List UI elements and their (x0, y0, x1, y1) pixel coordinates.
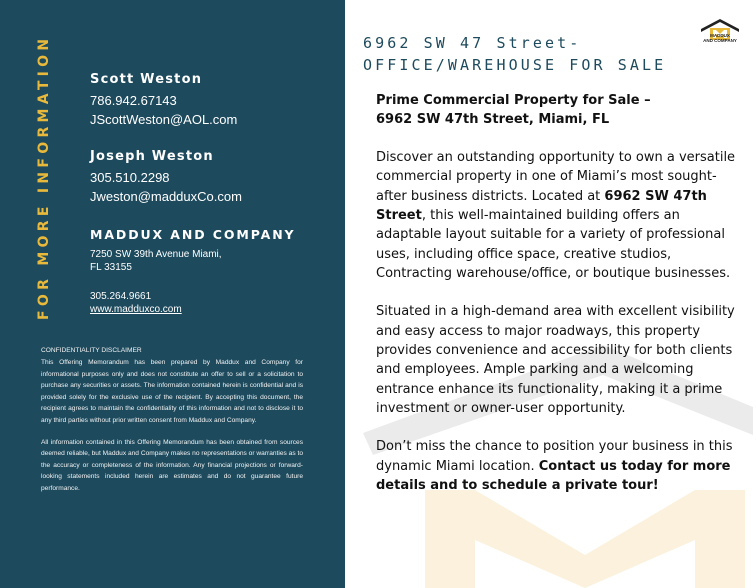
paragraph-text: , this well-maintained building offers an adaptable layout suitable for a variety of professional uses, including office space, creative studios, Contracting warehouse/office, or boutique businesses. (376, 208, 731, 282)
headline-line1: 6962 SW 47 Street- (363, 34, 582, 52)
contact-scott-weston (90, 72, 237, 129)
contact-sidebar (0, 0, 345, 588)
confidentiality-disclaimer (41, 346, 303, 495)
paragraph-text: Don’t miss the chance to position your business in this dynamic Miami location. (376, 439, 733, 474)
property-address-bold: 6962 SW 47th Street (376, 188, 707, 224)
listing-title-line2: 6962 SW 47th Street, Miami, FL (376, 112, 610, 128)
for-more-information-label: FOR MORE INFORMATION (36, 34, 52, 320)
company-address-line1: 7250 SW 39th Avenue Miami, (90, 249, 222, 260)
company-website-link[interactable]: www.madduxco.com (90, 304, 182, 315)
listing-headline (363, 32, 666, 76)
description-paragraph-1 (376, 148, 738, 284)
logo-text-line2: AND COMPANY (703, 38, 737, 43)
contact-name: Scott Weston (90, 72, 203, 87)
paragraph-text: Discover an outstanding opportunity to own a versatile commercial property in one of Miami’s most sought-after business districts. Located at (376, 149, 736, 204)
contact-phone[interactable]: 305.510.2298 (90, 170, 170, 185)
listing-title (376, 91, 738, 130)
company-phone[interactable]: 305.264.9661 (90, 291, 152, 302)
company-info (90, 227, 296, 316)
disclaimer-title: CONFIDENTIALITY DISCLAIMER (41, 347, 142, 354)
listing-title-line1: Prime Commercial Property for Sale – (376, 93, 651, 108)
contact-name: Joseph Weston (90, 149, 214, 164)
disclaimer-paragraph: All information contained in this Offering Memorandum has been obtained from sources deemed reliable, but Maddux and Company makes no representations or warranties as to the accuracy or completeness of the information. Any financial projections or forward-looking statements included herein are estimates and do not guarantee future performance. (41, 438, 303, 492)
listing-description (376, 91, 738, 495)
contact-phone[interactable]: 786.942.67143 (90, 93, 177, 108)
disclaimer-paragraph: This Offering Memorandum has been prepared by Maddux and Company for informational purposes only and does not constitute an offer to sell or a solicitation to purchase any securities or assets. The information contained herein is confidential and is provided solely for the exclusive use of the recipient. By accepting this document, the recipient agrees to maintain the confidentiality of this information and not to disclose it to any third parties without prior written consent from Maddux and Company. (41, 359, 303, 424)
company-name: MADDUX AND COMPANY (90, 227, 296, 242)
contact-email[interactable]: Jweston@madduxCo.com (90, 189, 242, 204)
contact-email[interactable]: JScottWeston@AOL.com (90, 112, 238, 127)
headline-line2: OFFICE/WAREHOUSE FOR SALE (363, 56, 667, 74)
description-paragraph-2: Situated in a high-demand area with excellent visibility and easy access to major roadways, this property provides convenience and accessibility for both clients and employees. Ample parking and a welcoming entrance enhance its functionality, making it a prime investment or owner-user opportunity. (376, 304, 735, 417)
description-paragraph-3 (376, 437, 738, 495)
listing-content-panel (345, 0, 756, 588)
logo-wordmark (699, 33, 741, 43)
company-address-line2: FL 33155 (90, 262, 132, 273)
contact-joseph-weston (90, 149, 242, 206)
logo-text-line1: MADDUX (710, 33, 730, 38)
call-to-action-bold: Contact us today for more details and to schedule a private tour! (376, 458, 731, 493)
